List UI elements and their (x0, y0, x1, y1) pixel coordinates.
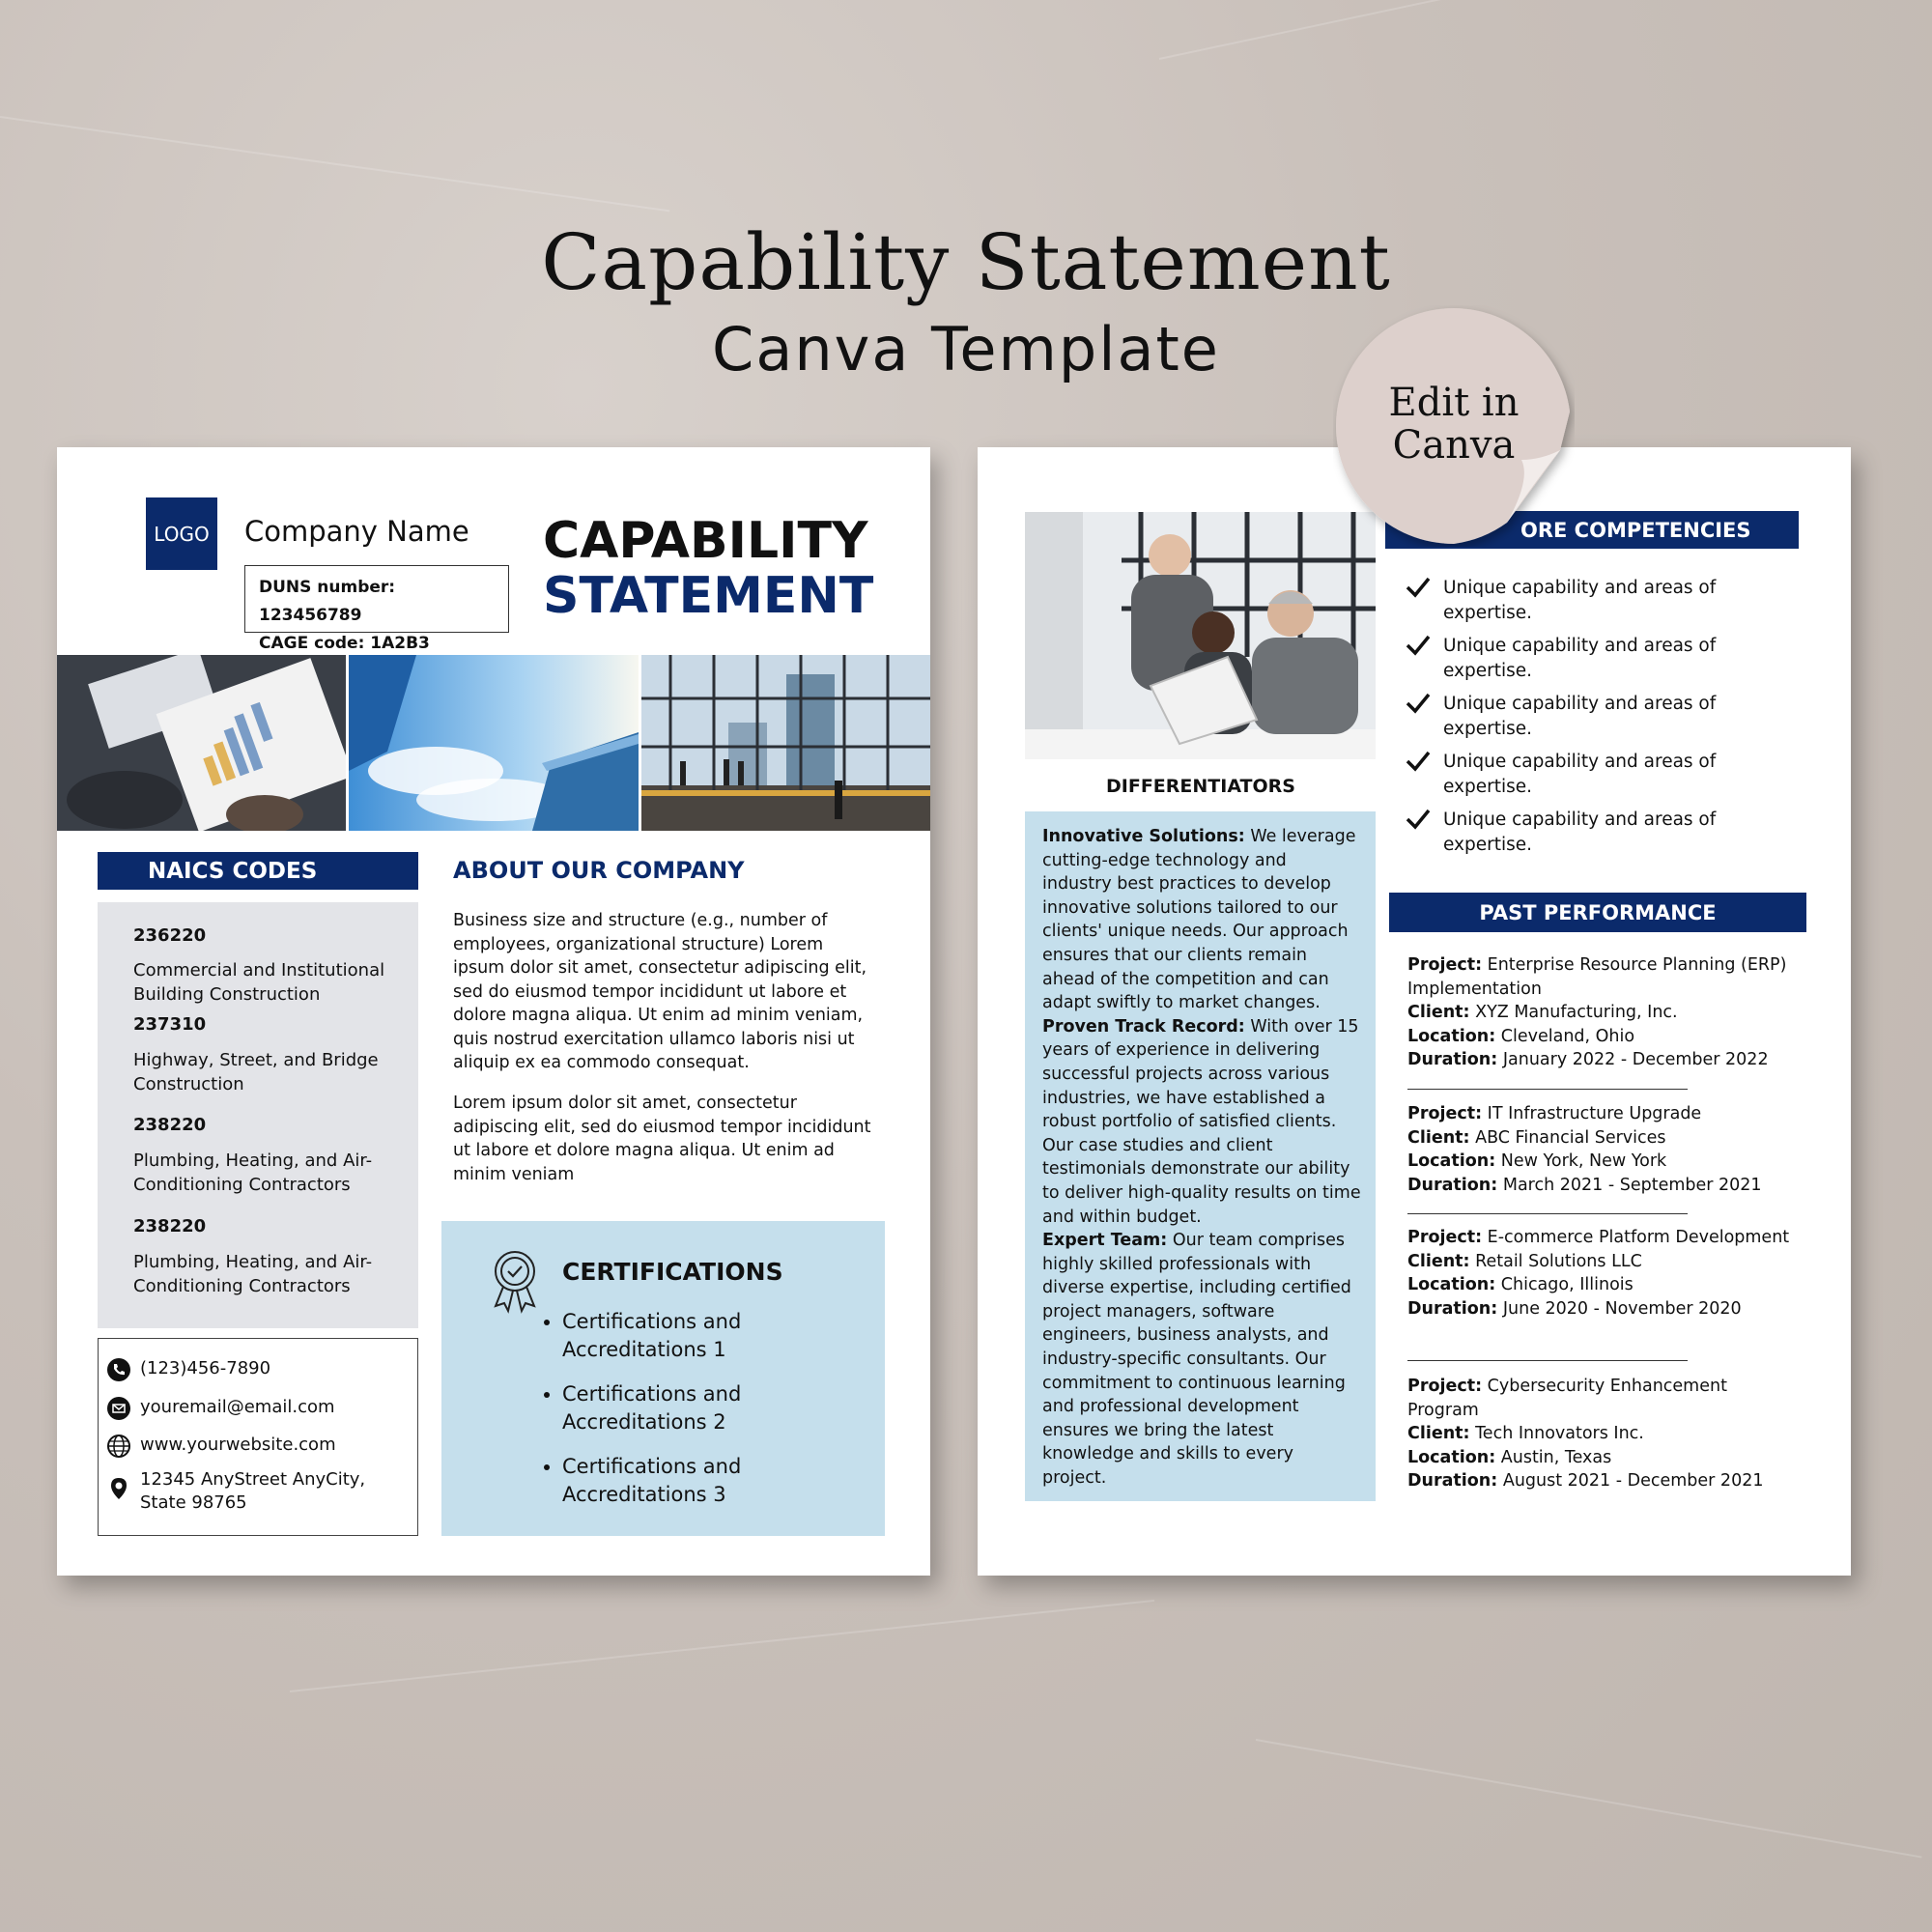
client-name: ABC Financial Services (1469, 1127, 1666, 1148)
location-label: Location: (1407, 1447, 1496, 1467)
naics-panel (98, 902, 418, 1328)
award-ribbon-icon (492, 1250, 538, 1314)
competency-text: Unique capability and areas of expertise. (1443, 694, 1717, 739)
project-label: Project: (1407, 955, 1483, 975)
checkmark-icon (1405, 690, 1432, 717)
naics-code: 238220 (133, 1115, 207, 1135)
duration-label: Duration: (1407, 1175, 1498, 1195)
location-value: Cleveland, Ohio (1495, 1026, 1635, 1046)
about-paragraph-1: Business size and structure (e.g., number of employees, organizational structure) Lorem ipsum dolor sit amet, consectetur adipiscing elit, sed do eiusmod tempor incididunt ut labore et dolore magna aliqua. Ut enim ad minim veniam, quis nostrud exercitation ullamco laboris nisi ut aliquip ex ea commodo consequat. (453, 911, 867, 1072)
checkmark-icon (1405, 806, 1432, 833)
project-name: Enterprise Resource Planning (ERP) Implementation (1407, 955, 1787, 999)
website-text: www.yourwebsite.com (140, 1435, 336, 1455)
naics-code: 236220 (133, 925, 207, 946)
project-label: Project: (1407, 1228, 1483, 1247)
duns-number: DUNS number: 123456789 (259, 578, 396, 625)
company-name: Company Name (244, 515, 469, 548)
naics-code: 237310 (133, 1014, 207, 1035)
project-entry (1407, 1226, 1794, 1321)
differentiator-text: With over 15 years of experience in delivering successful projects across various industries, we have established a robust portfolio of satisfied clients. Our case studies and client testimonials demonstrate our ability to deliver high-quality results on time and within budget. (1042, 1016, 1361, 1227)
phone-text: (123)456-7890 (140, 1358, 271, 1378)
competency-text: Unique capability and areas of expertise. (1443, 810, 1717, 855)
globe-icon (106, 1434, 131, 1459)
contact-phone (106, 1357, 270, 1382)
photo-charts (57, 655, 346, 831)
ids-box (244, 565, 509, 653)
project-name: IT Infrastructure Upgrade (1482, 1104, 1702, 1123)
phone-icon (106, 1357, 131, 1382)
differentiator-text: We leverage cutting-edge technology and industry best practices to develop innovative solutions tailored to our clients' unique needs. Our approach ensures that our clients remain ahead of the competition and can adapt swiftly to market changes. (1042, 827, 1356, 1013)
divider (1407, 1213, 1688, 1214)
checkmark-icon (1405, 632, 1432, 659)
competency-item (1405, 576, 1791, 626)
competency-item (1405, 808, 1791, 858)
about-paragraph-2: Lorem ipsum dolor sit amet, consectetur adipiscing elit, sed do eiusmod tempor incididunt ut labore et dolore magna aliqua. Ut enim ad minim veniam (453, 1094, 871, 1184)
email-icon (106, 1396, 131, 1421)
client-label: Client: (1407, 1251, 1470, 1271)
project-entry (1407, 953, 1794, 1072)
duration-value: March 2021 - September 2021 (1497, 1175, 1762, 1195)
differentiators-text (1042, 825, 1361, 1491)
client-label: Client: (1407, 1424, 1470, 1443)
duration-label: Duration: (1407, 1298, 1498, 1319)
past-performance-heading: PAST PERFORMANCE (1389, 893, 1806, 932)
page-two (978, 447, 1851, 1576)
sticker-line-1: Edit in (1388, 381, 1520, 425)
photo-team-laptop (1025, 512, 1376, 759)
differentiator-text: Our team comprises highly skilled professionals with diverse expertise, including certified project managers, software engineers, business analysts, and industry-specific consultants. Our commitment to continuous learning and professional development ensures we bring the latest knowledge and skills to every project. (1042, 1231, 1351, 1489)
naics-description: Plumbing, Heating, and Air-Conditioning Contractors (133, 1151, 373, 1195)
client-name: XYZ Manufacturing, Inc. (1469, 1003, 1678, 1022)
certification-item: • Certifications and Accreditations 2 (562, 1380, 881, 1436)
competency-text: Unique capability and areas of expertise. (1443, 752, 1717, 797)
sticker-line-2: Canva (1392, 423, 1516, 468)
duration-label: Duration: (1407, 1471, 1498, 1491)
photo-skyscrapers (349, 655, 639, 831)
checkmark-icon (1405, 748, 1432, 775)
marble-texture (290, 1600, 1154, 1692)
capability-title: CAPABILITY (543, 512, 868, 570)
email-text: youremail@email.com (140, 1397, 335, 1417)
differentiators-panel (1025, 811, 1376, 1501)
main-subtitle: Canva Template (712, 314, 1220, 384)
core-competencies-heading: ORE COMPETENCIES (1385, 511, 1799, 549)
client-label: Client: (1407, 1127, 1470, 1148)
differentiator-label: Proven Track Record: (1042, 1016, 1245, 1037)
differentiator-label: Expert Team: (1042, 1231, 1168, 1251)
differentiators-heading: DIFFERENTIATORS (1106, 776, 1295, 797)
main-title: Capability Statement (541, 217, 1391, 307)
location-value: Austin, Texas (1495, 1447, 1612, 1467)
client-label: Client: (1407, 1003, 1470, 1022)
divider (1407, 1089, 1688, 1090)
client-name: Retail Solutions LLC (1469, 1251, 1642, 1271)
logo-placeholder: LOGO (146, 497, 217, 570)
project-entry (1407, 1102, 1794, 1197)
sticker-text (1333, 382, 1575, 467)
differentiator-label: Innovative Solutions: (1042, 827, 1245, 846)
about-heading: ABOUT OUR COMPANY (453, 857, 745, 884)
photo-office-lobby (641, 655, 930, 831)
competency-item (1405, 634, 1791, 684)
naics-heading: NAICS CODES (98, 852, 418, 890)
competency-text: Unique capability and areas of expertise. (1443, 636, 1717, 681)
contact-email (106, 1396, 335, 1421)
project-label: Project: (1407, 1104, 1483, 1123)
duration-value: August 2021 - December 2021 (1497, 1471, 1764, 1491)
location-pin-icon (106, 1476, 131, 1501)
page-one (57, 447, 930, 1576)
project-entry (1407, 1375, 1794, 1493)
location-value: New York, New York (1495, 1151, 1667, 1171)
certification-item: • Certifications and Accreditations 3 (562, 1453, 881, 1509)
certifications-list (543, 1308, 881, 1525)
location-label: Location: (1407, 1026, 1496, 1046)
certifications-heading: CERTIFICATIONS (562, 1258, 783, 1286)
location-label: Location: (1407, 1275, 1496, 1294)
duration-value: January 2022 - December 2022 (1497, 1050, 1769, 1069)
cage-code: CAGE code: 1A2B3 (259, 634, 430, 653)
project-name: Cybersecurity Enhancement Program (1407, 1377, 1727, 1420)
project-label: Project: (1407, 1377, 1483, 1396)
contact-box (98, 1338, 418, 1536)
contact-address (106, 1468, 382, 1515)
marble-texture (1159, 0, 1916, 60)
duration-label: Duration: (1407, 1050, 1498, 1069)
competency-item (1405, 692, 1791, 742)
contact-website (106, 1434, 336, 1459)
marble-texture (0, 116, 669, 212)
location-value: Chicago, Illinois (1495, 1275, 1634, 1294)
marble-texture (1256, 1739, 1922, 1859)
naics-description: Commercial and Institutional Building Construction (133, 960, 385, 1005)
certifications-panel (441, 1221, 885, 1536)
naics-description: Highway, Street, and Bridge Construction (133, 1050, 379, 1094)
client-name: Tech Innovators Inc. (1469, 1424, 1644, 1443)
competency-item (1405, 750, 1791, 800)
project-name: E-commerce Platform Development (1482, 1228, 1790, 1247)
statement-title: STATEMENT (543, 567, 874, 625)
competency-text: Unique capability and areas of expertise. (1443, 578, 1717, 623)
naics-description: Plumbing, Heating, and Air-Conditioning Contractors (133, 1252, 373, 1296)
naics-code: 238220 (133, 1216, 207, 1236)
checkmark-icon (1405, 574, 1432, 601)
duration-value: June 2020 - November 2020 (1497, 1298, 1742, 1319)
location-label: Location: (1407, 1151, 1496, 1171)
certification-item: • Certifications and Accreditations 1 (562, 1308, 881, 1364)
address-text: 12345 AnyStreet AnyCity, State 98765 (140, 1469, 366, 1513)
divider (1407, 1360, 1688, 1361)
